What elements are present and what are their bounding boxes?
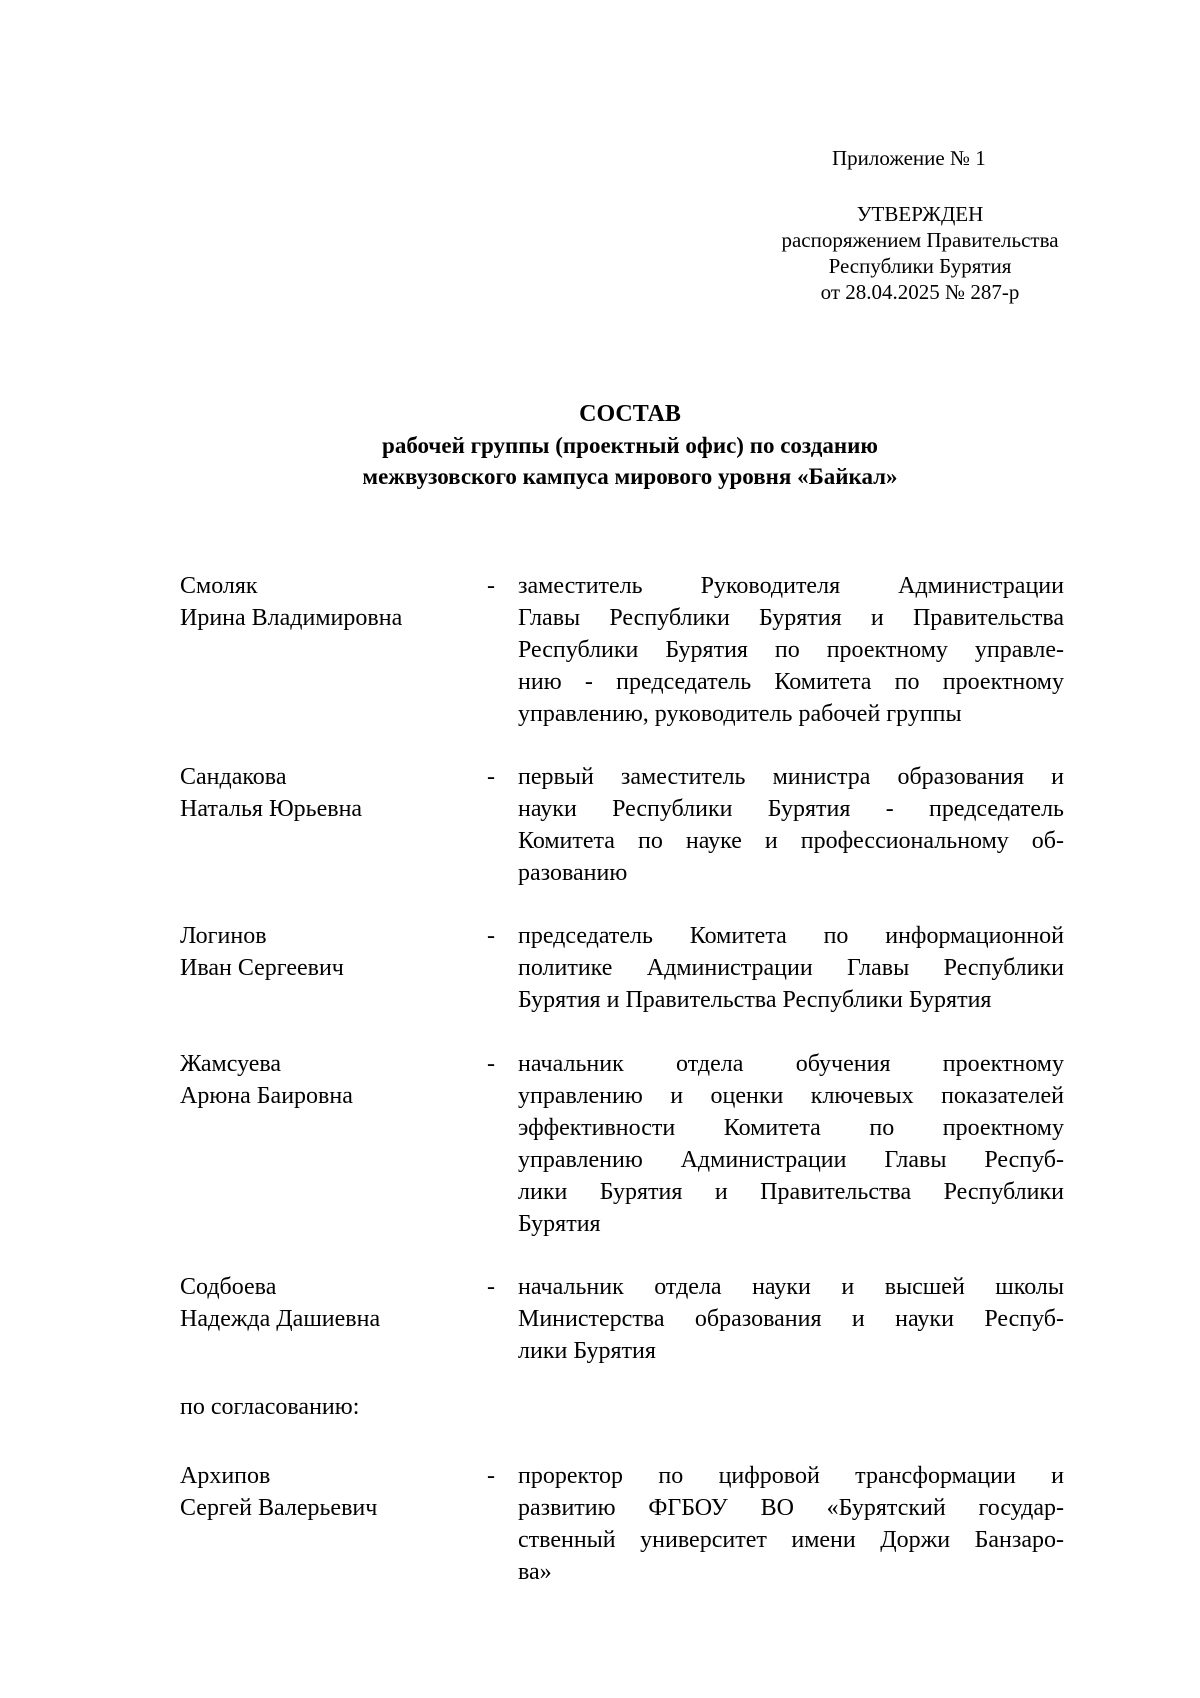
member-given-names: Наталья Юрьевна — [180, 796, 363, 822]
position-line: Министерства образования и науки Респуб- — [518, 1306, 1064, 1332]
member-surname: Сандакова — [180, 764, 287, 790]
position-line: лики Бурятия — [518, 1338, 656, 1364]
title-line: рабочей группы (проектный офис) по созданию — [382, 433, 878, 458]
member-surname: Содбоева — [180, 1274, 277, 1300]
position-line: управлению Администрации Главы Респуб- — [518, 1147, 1064, 1173]
approved-title: УТВЕРЖДЕН — [856, 202, 984, 226]
member-position — [518, 1271, 1064, 1367]
position-line: эффективности Комитета по проектному — [518, 1115, 1064, 1141]
position-line: Бурятия и Правительства Республики Бурятия — [518, 987, 992, 1013]
position-line: управлению и оценки ключевых показателей — [518, 1083, 1064, 1109]
member-surname: Логинов — [180, 923, 267, 949]
position-line: председатель Комитета по информационной — [518, 923, 1064, 949]
position-line: лики Бурятия и Правительства Республики — [518, 1179, 1064, 1205]
member-name — [180, 1460, 480, 1524]
member-given-names: Арюна Баировна — [180, 1083, 353, 1109]
position-line: Комитета по науке и профессиональному об- — [518, 828, 1064, 854]
member-position — [518, 570, 1064, 730]
position-line: развитию ФГБОУ ВО «Бурятский государ- — [518, 1495, 1064, 1521]
position-line: ственный университет имени Доржи Банзаро- — [518, 1527, 1064, 1553]
title-line: межвузовского кампуса мирового уровня «Байкал» — [362, 464, 898, 489]
member-name — [180, 761, 480, 825]
position-line: нию - председатель Комитета по проектному — [518, 669, 1064, 695]
approved-by-line: Республики Бурятия — [828, 254, 1012, 278]
member-name — [180, 920, 480, 984]
member-surname: Смоляк — [180, 573, 258, 599]
position-line: разованию — [518, 860, 628, 886]
entry-dash: - — [487, 923, 495, 949]
entry-dash: - — [487, 1463, 495, 1489]
member-surname: Архипов — [180, 1463, 271, 1489]
agreement-label: по согласованию: — [180, 1394, 360, 1420]
position-line: начальник отдела обучения проектному — [518, 1051, 1064, 1077]
member-position — [518, 920, 1064, 1016]
member-surname: Жамсуева — [180, 1051, 282, 1077]
title-line: СОСТАВ — [579, 401, 681, 427]
position-line: науки Республики Бурятия - председатель — [518, 796, 1064, 822]
appendix-number: Приложение № 1 — [832, 146, 986, 170]
member-given-names: Ирина Владимировна — [180, 605, 403, 631]
member-given-names: Сергей Валерьевич — [180, 1495, 378, 1521]
position-line: первый заместитель министра образования и — [518, 764, 1064, 790]
position-line: Бурятия — [518, 1211, 601, 1237]
entry-dash: - — [487, 1051, 495, 1077]
position-line: политике Администрации Главы Республики — [518, 955, 1064, 981]
position-line: Главы Республики Бурятия и Правительства — [518, 605, 1064, 631]
member-name — [180, 570, 480, 634]
entry-dash: - — [487, 1274, 495, 1300]
member-given-names: Иван Сергеевич — [180, 955, 344, 981]
member-position — [518, 1048, 1064, 1240]
member-position — [518, 1460, 1064, 1588]
member-given-names: Надежда Дашиевна — [180, 1306, 381, 1332]
member-name — [180, 1271, 480, 1335]
position-line: проректор по цифровой трансформации и — [518, 1463, 1064, 1489]
position-line: управлению, руководитель рабочей группы — [518, 701, 962, 727]
member-name — [180, 1048, 480, 1112]
approved-by-line: распоряжением Правительства — [781, 228, 1059, 252]
entry-dash: - — [487, 573, 495, 599]
member-position — [518, 761, 1064, 889]
entry-dash: - — [487, 764, 495, 790]
position-line: ва» — [518, 1559, 552, 1585]
approved-date-number: от 28.04.2025 № 287-р — [820, 280, 1020, 304]
position-line: начальник отдела науки и высшей школы — [518, 1274, 1064, 1300]
position-line: заместитель Руководителя Администрации — [518, 573, 1064, 599]
position-line: Республики Бурятия по проектному управле- — [518, 637, 1064, 663]
